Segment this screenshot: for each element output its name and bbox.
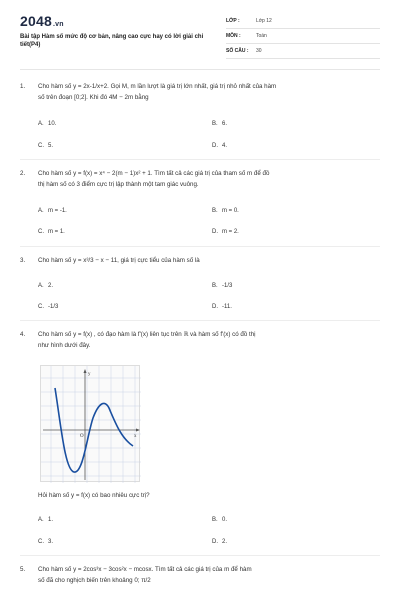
question-number: 1. (20, 83, 26, 90)
option-c[interactable] (38, 141, 53, 151)
option-a[interactable] (38, 206, 67, 216)
question-stem: Cho hàm số y = x³/3 − x − 11, giá trị cực tiểu của hàm số là (38, 257, 200, 264)
meta-key: LỚP : (226, 18, 240, 24)
derivative-graph (40, 365, 140, 482)
option-d[interactable] (212, 537, 227, 547)
option-text: 5. (48, 143, 54, 149)
option-label: B. (212, 121, 218, 127)
option-b[interactable] (212, 119, 227, 129)
meta-value: Lớp 12 (256, 18, 272, 24)
option-label: B. (212, 208, 218, 214)
option-label: A. (38, 517, 44, 523)
option-text: m = -1. (48, 208, 67, 214)
option-label: B. (212, 517, 218, 523)
option-text: 2. (48, 283, 54, 289)
question-stem-cont: thị hàm số có 3 điểm cực trị lập thành một tam giác vuông. (38, 181, 199, 188)
option-text: m = 0. (222, 208, 239, 214)
question-stem-cont: như hình dưới đây. (38, 342, 91, 349)
option-label: C. (38, 304, 44, 310)
option-text: -1/3 (48, 304, 59, 310)
option-text: m = 2. (222, 229, 239, 235)
option-label: D. (212, 304, 218, 310)
question-number: 2. (20, 170, 26, 177)
option-a[interactable] (38, 515, 53, 525)
question-stem: Cho hàm số y = 2cos³x − 3cos²x − mcosx. Tìm tất cả các giá trị của m để hàm (38, 566, 252, 573)
option-label: D. (212, 229, 218, 235)
option-a[interactable] (38, 119, 56, 129)
meta-value: Toán (256, 33, 267, 39)
option-label: D. (212, 539, 218, 545)
option-c[interactable] (38, 537, 53, 547)
option-text: 4. (222, 143, 228, 149)
option-text: 6. (222, 121, 228, 127)
question-stem-cont: số trên đoạn [0;2]. Khi đó 4M − 2m bằng (38, 94, 149, 101)
question-number: 5. (20, 566, 26, 573)
option-label: C. (38, 229, 44, 235)
option-text: 0. (222, 517, 228, 523)
option-label: B. (212, 283, 218, 289)
question-separator (20, 159, 380, 160)
meta-value: 30 (256, 48, 262, 54)
x-axis-arrow (136, 429, 140, 432)
logo-suffix: .vn (52, 21, 64, 28)
option-text: 2. (222, 539, 228, 545)
question-number: 3. (20, 257, 26, 264)
option-text: 10. (48, 121, 57, 127)
y-axis-label: y (88, 372, 91, 377)
option-text: 1. (48, 517, 54, 523)
option-label: A. (38, 283, 44, 289)
question-number: 4. (20, 331, 26, 338)
option-text: m = 1. (48, 229, 65, 235)
option-d[interactable] (212, 302, 232, 312)
option-label: C. (38, 143, 44, 149)
question-stem: Cho hàm số y = 2x-1/x+2. Gọi M, m lần lượt là giá trị lớn nhất, giá trị nhỏ nhất của hàm (38, 83, 277, 90)
question-separator (20, 555, 380, 556)
option-d[interactable] (212, 141, 227, 151)
question-separator (20, 320, 380, 321)
option-a[interactable] (38, 281, 53, 291)
origin-label: O (80, 434, 84, 439)
option-text: -11. (222, 304, 232, 310)
derivative-graph-svg (41, 366, 141, 483)
x-axis-label: x (134, 434, 137, 439)
option-text: -1/3 (222, 283, 233, 289)
option-c[interactable] (38, 227, 65, 237)
option-label: D. (212, 143, 218, 149)
question-stem: Cho hàm số y = f(x) = x⁴ − 2(m − 1)x² + 1. Tìm tất cả các giá trị của tham số m để đồ (38, 170, 270, 177)
question-stem: Cho hàm số y = f(x) , có đạo hàm là f'(x) liên tục trên ℝ và hàm số f'(x) có đồ thị (38, 331, 256, 338)
option-label: C. (38, 539, 44, 545)
question-prompt: Hỏi hàm số y = f(x) có bao nhiêu cực trị? (38, 492, 150, 499)
logo-text: 2048 (20, 13, 52, 29)
option-b[interactable] (212, 206, 239, 216)
meta-key: SỐ CÂU : (226, 48, 249, 54)
meta-key: MÔN : (226, 33, 241, 39)
option-d[interactable] (212, 227, 239, 237)
question-separator (20, 246, 380, 247)
question-stem-cont: số đã cho nghịch biến trên khoảng 0; π/2 (38, 577, 151, 584)
option-label: A. (38, 121, 44, 127)
option-b[interactable] (212, 281, 232, 291)
option-label: A. (38, 208, 44, 214)
option-c[interactable] (38, 302, 58, 312)
document-title: Bài tập Hàm số mức độ cơ bản, nâng cao cực hay có lời giải chi tiết(P4) (20, 34, 204, 48)
option-b[interactable] (212, 515, 227, 525)
y-axis-arrow (84, 369, 87, 373)
option-text: 3. (48, 539, 54, 545)
